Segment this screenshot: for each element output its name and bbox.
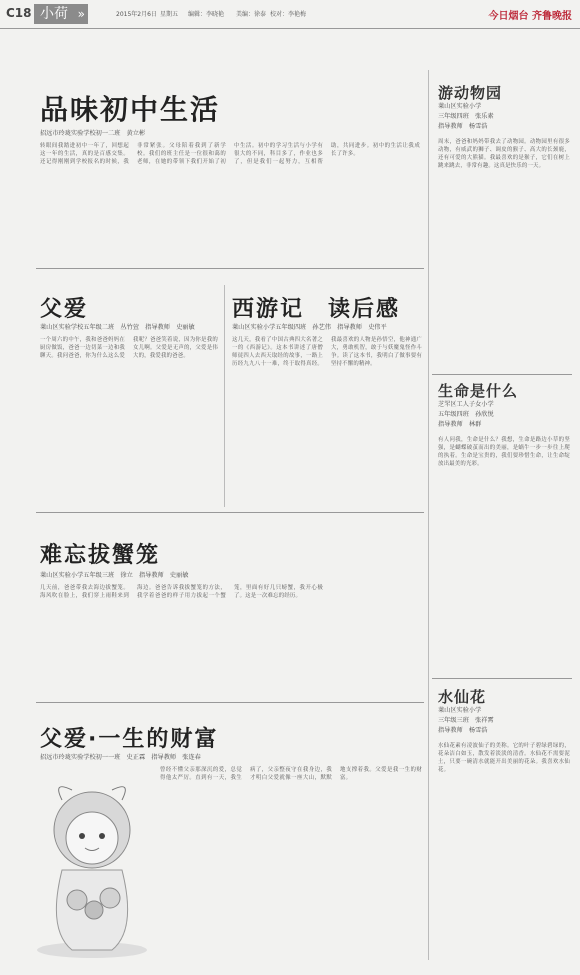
article-body-life: 有人问我，生命是什么？我想，生命是路边小草的坚强，是蝴蝶破茧而出的美丽，是蜗牛一步一步往上爬的执着。生命是宝贵的，我们要珍惜生命，让生命绽放出最美的光彩。: [438, 437, 570, 467]
byline-father-love: 莱山区实验学校五年级二班 丛竹萱 指导教师 史丽敏: [40, 324, 195, 331]
article-body-father-love: 一个周六的中午，我和爸爸妈妈在厨房做饭，爸爸一边切菜一边和我聊天。我问爸爸，你为什么这么爱我呢？爸爸笑着说，因为你是我的女儿啊。父爱是无声的，父爱是伟大的，我爱我的爸爸。: [40, 337, 218, 359]
publish-date: 2015年2月6日: [116, 11, 157, 18]
chevron-right-icon: »: [77, 7, 85, 21]
divider: [432, 374, 572, 375]
proofreader: 校对：李艳梅: [270, 11, 307, 18]
divider: [36, 702, 424, 703]
newspaper-brand: 今日烟台 齐鲁晚报: [488, 11, 572, 22]
byline-wealth: 招远市玲珑实验学校初一一班 史正霖 指导教师 张连春: [40, 754, 201, 761]
designer: 美编：徐泰: [236, 11, 267, 18]
editor: 编辑：李晓艳: [188, 11, 225, 18]
headline-xiyouji: 西游记 读后感: [232, 297, 401, 322]
article-body-narcissus: 水仙花素有凌波仙子的美称。它的叶子碧绿碧绿的，花朵洁白如玉，散发着淡淡的清香。水仙花不需要泥土，只要一碗清水就能开出美丽的花朵。我喜欢水仙花。: [438, 743, 570, 773]
headline-narcissus: 水仙花: [438, 688, 487, 706]
column-divider: [428, 70, 429, 960]
weekday: 星期五: [160, 11, 179, 18]
byline-zoo: 莱山区实验小学 三年级四班 张乐素 指导教师 杨雪浩: [438, 103, 494, 130]
headline-zoo: 游动物园: [438, 84, 503, 102]
divider: [432, 678, 572, 679]
article-body-zoo: 周末，爸爸和妈妈带我去了动物园。动物园里有很多动物，有威武的狮子、调皮的猴子、高大的长颈鹿，还有可爱的大熊猫。我最喜欢的是猴子，它们在树上跳来跳去，非常有趣。这真是快乐的一天。: [438, 139, 570, 169]
article-body-xiyouji: 这几天，我看了中国古典四大名著之一的《西游记》。这本书讲述了唐僧师徒四人去西天取经的故事，一路上历经九九八十一难，终于取得真经。我最喜欢的人物是孙悟空，他神通广大，勇敢机智，敢于与妖魔鬼怪作斗争。读了这本书，我明白了做事要有坚持不懈的精神。: [232, 337, 422, 367]
byline-main: 招远市玲珑实验学校初一二班 黄立彬: [40, 130, 146, 137]
byline-xiyouji: 莱山区实验小学五年级四班 孙艺伟 指导教师 史伟平: [232, 324, 387, 331]
divider: [36, 512, 424, 513]
article-body-main: 转眼间我踏进初中一年了，回想起这一年的生活，真的是百感交集。还记得刚刚到学校报名的时候，我非常紧张。父母陪着我到了新学校。我们的班主任是一位很和蔼的老师，在她的带领下我们开始了初中生活。初中的学习生活与小学有很大的不同，科目多了，作业也多了，但是我们一起努力，互相帮助，共同进步。初中的生活让我成长了许多。: [40, 143, 420, 165]
article-body-wealth: 曾经不懂父亲那深沉的爱，总觉得他太严厉。直到有一天，我生病了，父亲整夜守在我身边，我才明白父爱就像一座大山，默默地支撑着我。父爱是我一生的财富。: [160, 767, 422, 781]
column-divider: [224, 285, 225, 507]
headline-father-love: 父爱: [40, 297, 89, 322]
section-label: [34, 4, 88, 24]
headline-crab: 难忘拔蟹笼: [40, 543, 161, 568]
headline-main: 品味初中生活: [40, 93, 221, 126]
page-header: [0, 0, 580, 29]
byline-life: 芝罘区工人子女小学 五年级四班 孙欣悦 指导教师 林群: [438, 401, 494, 428]
headline-wealth: 父爱·一生的财富: [40, 727, 219, 752]
divider: [36, 268, 424, 269]
headline-life: 生命是什么: [438, 382, 519, 400]
byline-crab: 莱山区实验小学五年级三班 徐立 指导教师 史丽敏: [40, 572, 189, 579]
byline-narcissus: 莱山区实验小学 三年级三班 张祥霄 指导教师 杨雪浩: [438, 707, 494, 734]
section-title: 小荷: [40, 6, 68, 22]
page-code: C18: [6, 6, 32, 20]
article-body-crab: 几天前，爸爸带我去海边拔蟹笼。海风吹在脸上，我们穿上雨鞋来到海边。爸爸告诉我拔蟹笼的方法，我学着爸爸的样子用力拔起一个蟹笼，里面有好几只螃蟹，我开心极了。这是一次难忘的经历。: [40, 585, 323, 599]
girl-illustration: [32, 760, 152, 960]
